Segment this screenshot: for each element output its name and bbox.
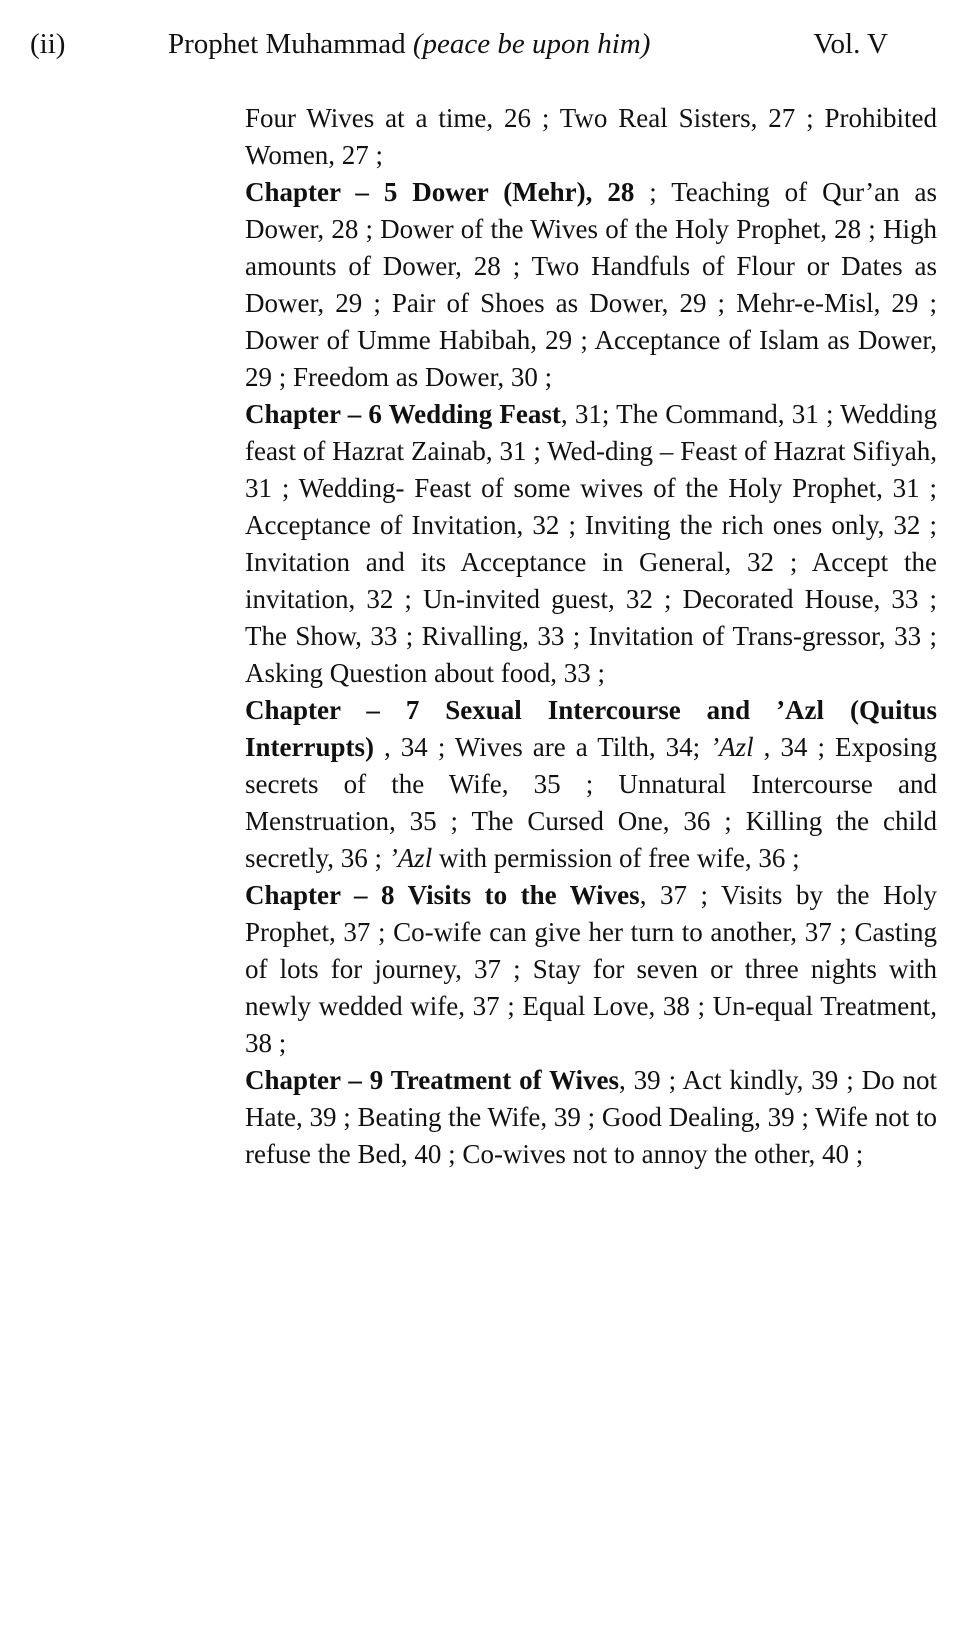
contents-entry-chapter-7 [245,692,937,877]
chapter-heading: Chapter – 7 Sexual Intercourse and ’Azl (Quitus Interrupts) [245,695,937,762]
entry-text: , 31; The Command, 31 ; Wedding feast of Hazrat Zainab, 31 ; Wed-ding – Feast of Hazrat Sifiyah, 31 ; Wedding- Feast of some wives of the Holy Prophet, 31 ; Acceptance of Invitation, 32 ; Inviting the rich ones only, 32 ; Invitation and its Acceptance in General, 32 ; Accept the invitation, 32 ; Un-invited guest, 32 ; Decorated House, 33 ; The Show, 33 ; Rivalling, 33 ; Invitation of Trans-gressor, 33 ; Asking Question about food, 33 ; [245,399,937,688]
entry-italic-term: ’Azl [388,843,433,873]
chapter-heading: Chapter – 9 Treatment of Wives [245,1065,620,1095]
page-header [30,24,900,64]
entry-italic-term: ’Azl [710,732,754,762]
running-title-italic: (peace be upon him) [412,28,651,60]
entry-text: , 34 ; Exposing secrets of the Wife, 35 ; Unnatural Intercourse and Menstruation, 35 ; The Cursed One, 36 ; Killing the child secretly, 36 ; [245,732,937,873]
contents-entry-chapter-6 [245,396,937,692]
page-number: (ii) [30,28,66,60]
contents-entry-chapter-9 [245,1062,937,1173]
entry-text: ; Teaching of Qur’an as Dower, 28 ; Dower of the Wives of the Holy Prophet, 28 ; High amounts of Dower, 28 ; Two Handfuls of Flour or Dates as Dower, 29 ; Pair of Shoes as Dower, 29 ; Mehr-e-Misl, 29 ; Dower of Umme Habibah, 29 ; Acceptance of Islam as Dower, 29 ; Freedom as Dower, 30 ; [245,177,937,392]
running-title [168,24,650,64]
contents-entry-chapter-8 [245,877,937,1062]
entry-text: , 34 ; Wives are a Tilth, 34; [374,732,711,762]
contents-entry-chapter-5 [245,174,937,396]
entry-text: with permission of free wife, 36 ; [432,843,800,873]
contents-list [245,100,937,1173]
entry-text: , 39 ; Act kindly, 39 ; Do not Hate, 39 ; Beating the Wife, 39 ; Good Dealing, 39 ; Wife not to refuse the Bed, 40 ; Co-wives not to annoy the other, 40 ; [245,1065,938,1169]
contents-entry-continuation [245,100,937,174]
running-title-text: Prophet Muhammad [168,28,406,60]
chapter-heading: Chapter – 5 Dower (Mehr), 28 [245,177,635,207]
chapter-heading: Chapter – 8 Visits to the Wives [245,880,640,910]
volume-label: Vol. V [813,28,888,60]
entry-text: Four Wives at a time, 26 ; Two Real Sisters, 27 ; Prohibited Women, 27 ; [245,103,937,170]
entry-text: , 37 ; Visits by the Holy Prophet, 37 ; Co-wife can give her turn to another, 37 ; Casting of lots for journey, 37 ; Stay for seven or three nights with newly wedded wife, 37 ; Equal Love, 38 ; Un-equal Treatment, 38 ; [245,880,937,1058]
chapter-heading: Chapter – 6 Wedding Feast [245,399,561,429]
